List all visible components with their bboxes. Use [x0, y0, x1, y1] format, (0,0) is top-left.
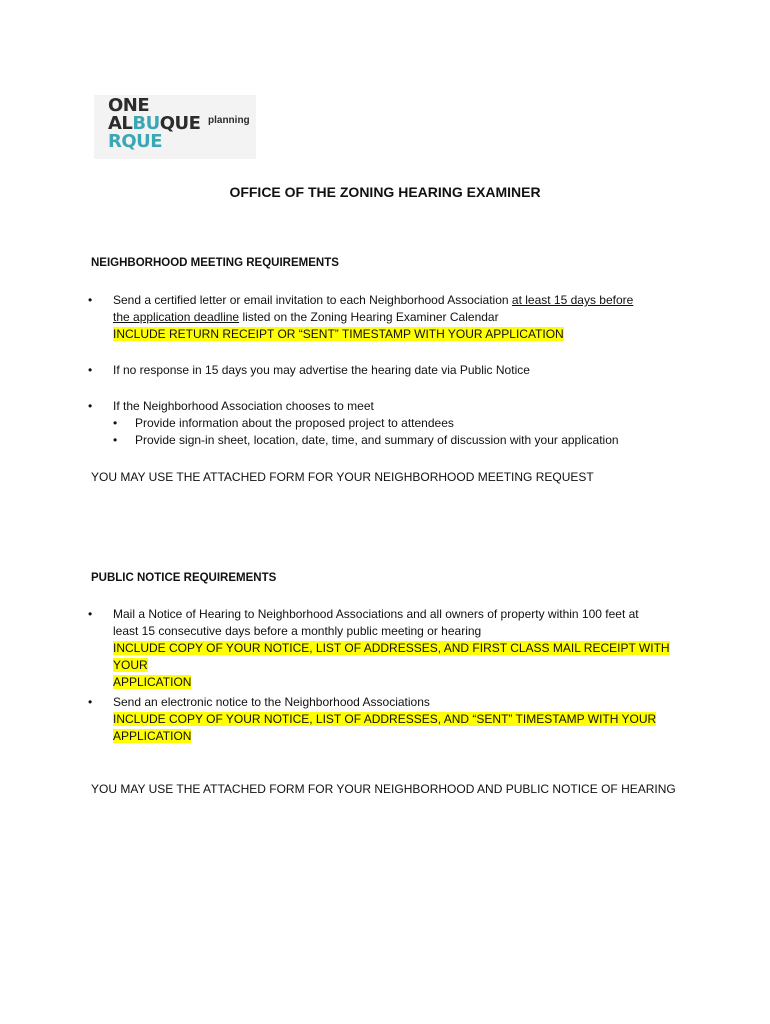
bullet-dot: •	[88, 293, 93, 307]
bullet-1-line-1: Send a certified letter or email invitation to each Neighborhood Association at least 15 days before	[113, 293, 634, 307]
pn-bullet-2-highlight-2: APPLICATION	[113, 729, 192, 743]
bullet-dot: •	[88, 399, 93, 413]
bullet-dot: •	[88, 695, 93, 709]
neighborhood-bullet-2	[88, 362, 698, 379]
pn-bullet-1-line-1: Mail a Notice of Hearing to Neighborhood Associations and all owners of property within 100 feet at	[113, 607, 639, 621]
sub-bullet-dot: •	[113, 416, 118, 430]
neighborhood-bullet-3	[88, 398, 698, 449]
bullet-dot: •	[88, 607, 93, 621]
public-notice-form-note: YOU MAY USE THE ATTACHED FORM FOR YOUR NEIGHBORHOOD AND PUBLIC NOTICE OF HEARING	[91, 782, 676, 796]
bullet-1-highlight: INCLUDE RETURN RECEIPT OR “SENT” TIMESTAMP WITH YOUR APPLICATION	[113, 327, 564, 341]
neighborhood-form-note: YOU MAY USE THE ATTACHED FORM FOR YOUR NEIGHBORHOOD MEETING REQUEST	[91, 470, 594, 484]
logo-line-albuque: ALBUQUE	[108, 113, 201, 134]
bullet-3-text: If the Neighborhood Association chooses to meet	[113, 399, 374, 413]
pn-bullet-1-line-2: least 15 consecutive days before a monthly public meeting or hearing	[113, 624, 482, 638]
sub-bullet-dot: •	[113, 433, 118, 447]
pn-bullet-2-highlight-1: INCLUDE COPY OF YOUR NOTICE, LIST OF ADDRESSES, AND “SENT” TIMESTAMP WITH YOUR	[113, 712, 657, 726]
bullet-dot: •	[88, 363, 93, 377]
public-notice-bullet-1	[88, 606, 698, 691]
sub-bullet-2: • Provide sign-in sheet, location, date, time, and summary of discussion with your application	[113, 433, 619, 447]
public-notice-heading: PUBLIC NOTICE REQUIREMENTS	[91, 572, 277, 584]
page-title: OFFICE OF THE ZONING HEARING EXAMINER	[229, 184, 541, 200]
neighborhood-heading: NEIGHBORHOOD MEETING REQUIREMENTS	[91, 257, 339, 269]
logo-line-one: ONE	[108, 95, 150, 116]
logo-line-rque: RQUE	[108, 131, 163, 152]
logo-planning-text: planning	[208, 115, 250, 126]
public-notice-bullet-2	[88, 694, 698, 745]
one-albuquerque-logo	[94, 95, 256, 159]
pn-bullet-1-highlight-2: APPLICATION	[113, 675, 192, 689]
bullet-2-text: If no response in 15 days you may advertise the hearing date via Public Notice	[113, 363, 530, 377]
bullet-1-line-2: the application deadline listed on the Zoning Hearing Examiner Calendar	[113, 310, 499, 324]
pn-bullet-1-highlight-1: INCLUDE COPY OF YOUR NOTICE, LIST OF ADDRESSES, AND FIRST CLASS MAIL RECEIPT WITH YOUR	[113, 641, 670, 672]
neighborhood-bullet-1	[88, 292, 698, 343]
pn-bullet-2-line-1: Send an electronic notice to the Neighborhood Associations	[113, 695, 430, 709]
sub-bullet-1: • Provide information about the proposed project to attendees	[113, 416, 454, 430]
